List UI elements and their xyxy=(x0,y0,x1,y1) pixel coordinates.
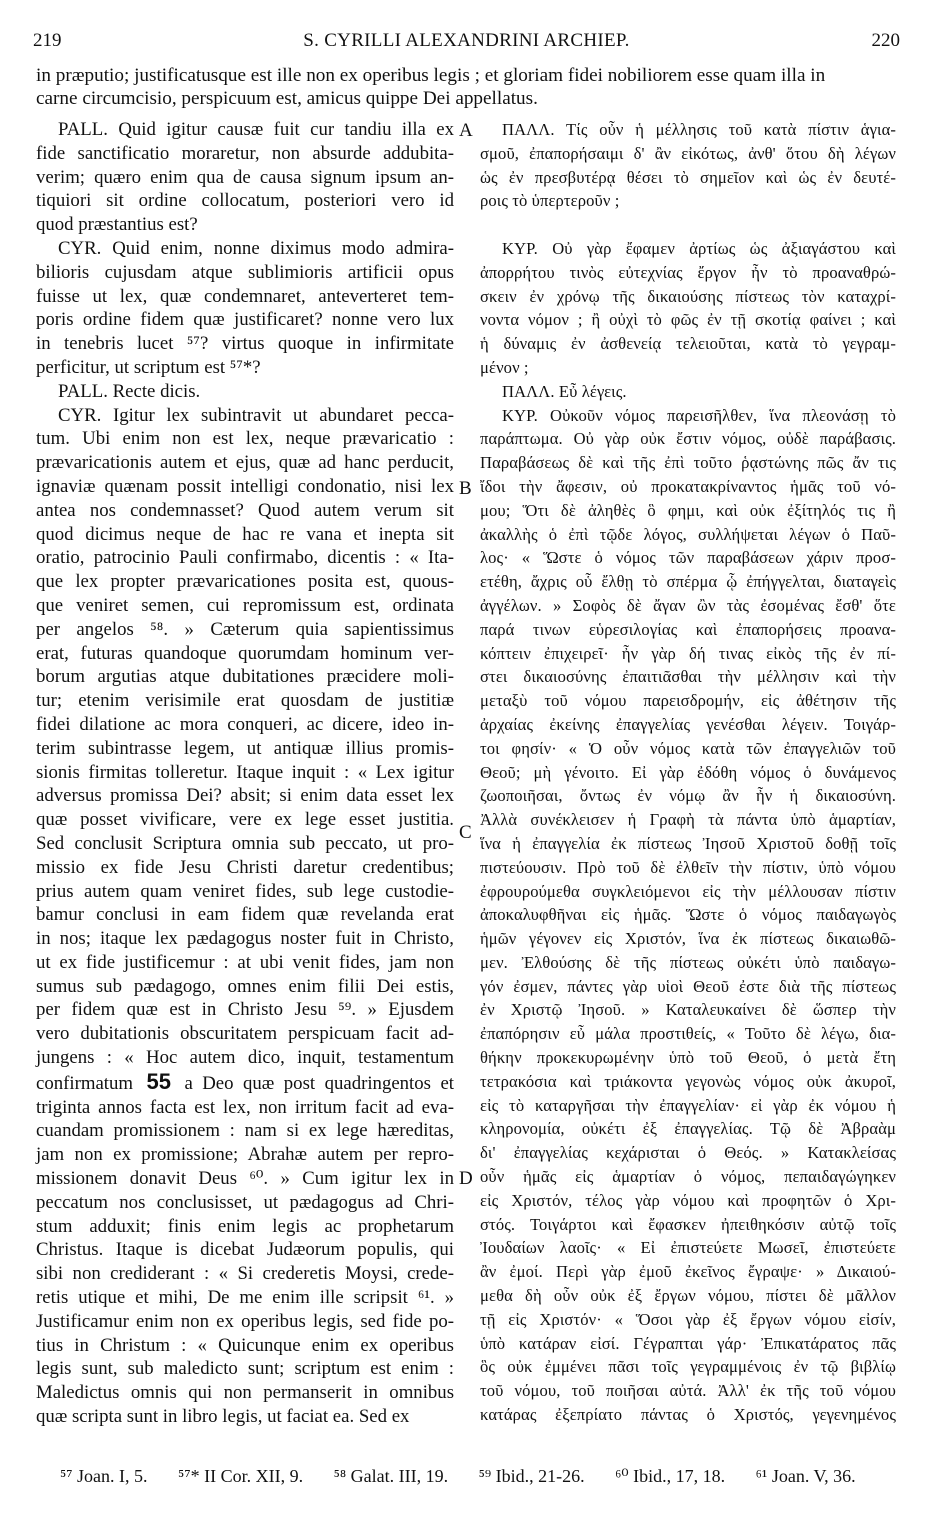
text-line: τοῦ νόμου, τοῦ ποιῆσαι αὐτά. Ἀλλ' ἐκ τῆς τοῦ νόμου xyxy=(480,1381,896,1401)
text-line: tur; etenim verisimile erat quosdam de justitiæ xyxy=(36,690,454,712)
footnote: ⁶⁰ Ibid., 17, 18. xyxy=(615,1466,726,1486)
text-line: in tenebris lucet ⁵⁷? virtus quoque in infirmitate xyxy=(36,333,454,355)
text-line: ignaviæ quænam possit intelligi condonatio, nisi lex xyxy=(36,475,454,497)
text-line: quæ posset vivificare, vere ex lege esset justitia. xyxy=(36,809,454,831)
footnote: ⁵⁷ Joan. I, 5. xyxy=(60,1466,148,1486)
text-line: antea nos condemnasset? Quod autem verum sit xyxy=(36,499,454,521)
text-line: borum argutias atque dubitationes præcidere moli- xyxy=(36,666,454,688)
text-line: στει δικαιοσύνης ἐπαιτιᾶσθαι τὴν μέλλησιν καὶ τὴν xyxy=(480,667,896,687)
footnote: ⁵⁸ Galat. III, 19. xyxy=(333,1466,449,1486)
page-number-right: 220 xyxy=(871,30,900,51)
text-line: bamur conclusi in eam fidem quæ revelanda erat xyxy=(36,904,454,926)
text-line: ροις τὸ ὑπερτεροῦν ; xyxy=(480,191,620,211)
text-line: ἀπορρήτου τινὸς εὐτεχνίας ἔργον ἦν τὸ προαναθρώ- xyxy=(480,262,896,282)
text-line: τετρακόσια καὶ τριάκοντα γεγονὼς νόμος οὐκ ἀκυροῖ, xyxy=(480,1071,896,1091)
text-line: jungens : « Hoc autem dico, inquit, testamentum xyxy=(36,1047,454,1069)
text-line xyxy=(480,213,896,237)
text-line: stum adduxit; finis enim legis ac prophetarum xyxy=(36,1215,454,1237)
text-line: λος· « Ὥστε ὁ νόμος τῶν παραβάσεων χάριν προσ- xyxy=(480,548,896,568)
text-line: ἴδοι τὴν ἄφεσιν, οὐ προκατακρίναντος ἡμᾶς τοῦ νό- xyxy=(480,476,896,496)
text-line: Maledictus omnis qui non permanserit in omnibus xyxy=(36,1382,454,1404)
text-line: que veniret semen, cui repromissum est, ordinata xyxy=(36,594,454,616)
running-title: S. CYRILLI ALEXANDRINI ARCHIEP. xyxy=(303,30,630,51)
text-line: vero dubitationis obscuritatem perspicuam facit ad- xyxy=(36,1023,454,1045)
text-line: cuandam promissionem : nam si ex lege hæreditas, xyxy=(36,1120,454,1142)
text-line: τοι φησίν· « Ὁ οὖν νόμος κατὰ τῶν ἐπαγγελιῶν τοῦ xyxy=(480,738,896,758)
text-line: ετέθη, ἄχρις οὗ ἔλθῃ τὸ σπέρμα ᾧ ἐπήγγελται, διαταγεὶς xyxy=(480,572,896,592)
text-line: παράπτωμα. Οὐ γὰρ οὐκ ἔστιν νόμος, οὐδὲ παράβασις. xyxy=(480,429,896,449)
text-line: ὑπὸ κατάραν εἰσί. Γέγραπται γάρ· Ἐπικατάρατος πᾶς xyxy=(480,1333,896,1353)
column-page-number: 55 xyxy=(146,1068,171,1094)
text-line: Ἀλλὰ συνέκλεισεν ἡ Γραφὴ τὰ πάντα ὑπὸ ἁμαρτίαν, xyxy=(480,810,896,830)
text-line: quæ scripta sunt in libro legis, ut faciat ea. Sed ex xyxy=(36,1406,410,1428)
text-line: μεταξὺ τοῦ νόμου παρεισδρομήν, εἰς ἀθέτησιν τῆς xyxy=(480,691,896,711)
text-line: ἡ δύναμις ἐν ἀσθενείᾳ τελειοῦται, κατὰ τὸ γεγραμ- xyxy=(480,334,896,354)
text-line: ἀκαλλὴς ὁ ἐπὶ τῷδε λόγος, συλλήψεται λέγων ὁ Παῦ- xyxy=(480,524,896,544)
text-line: κληρονομία, οὐκέτι ἐξ ἐπαγγελίας. Τῷ δὲ Ἀβραὰμ xyxy=(480,1119,896,1139)
text-line: adversus promissa Dei? absit; si enim data esset lex xyxy=(36,785,454,807)
text-line: ἵνα ἡ ἐπαγγελία ἐκ πίστεως Ἰησοῦ Χριστοῦ δοθῇ τοῖς xyxy=(480,833,896,853)
text-line: in nos; itaque lex pædagogus noster fuit in Christo, xyxy=(36,928,454,950)
text-line: triginta annos facta est lex, non irritum facit ad eva- xyxy=(36,1096,454,1118)
text-line: γόν ἐσμεν, πάντες γὰρ υἱοὶ Θεοῦ ἐστε διὰ τῆς πίστεως xyxy=(480,976,896,996)
text-line: erat, futuras quandoque quorumdam hominum ver- xyxy=(36,642,454,664)
text-line: ἀγγέλων. » Σοφὸς δὲ ἄγαν ὢν τὰς ἐσομένας ἔσθ' ὅτε xyxy=(480,595,896,615)
text-line: εἰς Χριστόν, τέλος γὰρ νόμου καὶ προφητῶν ὁ Χρι- xyxy=(480,1190,896,1210)
text-line: ΚΥΡ. Οὐ γὰρ ἔφαμεν ἀρτίως ὡς ἀξιαγάστου καὶ xyxy=(502,238,896,258)
text-line: Παραβάσεως δὲ καὶ τῆς ἐπὶ τοῦτο ῥᾳστώνης πῶς ἄν τις xyxy=(480,453,896,473)
footnotes xyxy=(60,1466,900,1487)
text-line: ἐφρουρούμεθα συγκλειόμενοι εἰς τὴν μέλλουσαν πίστιν xyxy=(480,881,896,901)
text-line: ΚΥΡ. Οὐκοῦν νόμος παρεισῆλθεν, ἵνα πλεονάσῃ τὸ xyxy=(502,405,896,425)
text-line: missionem donavit Deus ⁶⁰. » Cum igitur lex in xyxy=(36,1168,454,1190)
text-line: poris ordine fidem quæ justificaret? nonne vero lux xyxy=(36,309,454,331)
text-line: per fidem quæ est in Christo Jesu ⁵⁹. » Ejusdem xyxy=(36,999,454,1021)
greek-column xyxy=(480,118,896,1427)
text-line: tius in Christum : « Quicunque enim ex operibus xyxy=(36,1334,454,1356)
text-line: CYR. Igitur lex subintravit ut abundaret pecca- xyxy=(58,404,454,426)
text-line: ὃς οὐκ ἐμμένει πᾶσι τοῖς γεγραμμένοις ἐν τῷ βιβλίῳ xyxy=(480,1357,896,1377)
text-line: missio ex fide Jesu Christi daretur credentibus; xyxy=(36,856,454,878)
text-line: sionis firmitas tolleretur. Itaque inquit : « Lex igitur xyxy=(36,761,454,783)
footnote: ⁵⁷* II Cor. XII, 9. xyxy=(178,1466,304,1486)
text-line: στός. Τοιγάρτοι καὶ ἔφασκεν ἠπειθηκόσιν αὐτῷ τοῖς xyxy=(480,1214,896,1234)
latin-column xyxy=(36,118,454,1429)
text-line: ΠΑΛΛ. Τίς οὖν ἡ μέλλησις τοῦ κατὰ πίστιν ἁγια- xyxy=(502,120,896,139)
text-line: κατάρας ἐξεπρίατο πάντας ὁ Χριστός, γεγενημένος xyxy=(480,1405,896,1425)
text-line: ἡμῶν γέγονεν εἰς Χριστόν, ἵνα ἐκ πίστεως δικαιωθῶ- xyxy=(480,929,896,949)
text-line: fidei dilatione ac mora conqueri, ac dicere, ideo in- xyxy=(36,713,454,735)
footnote: ⁶¹ Joan. V, 36. xyxy=(755,1466,856,1486)
text-line: μεθα δὴ οὖν οὐκ ἐξ ἔργων νόμου, πίστει δὲ μᾶλλον xyxy=(480,1286,896,1306)
text-line: δι' ἐπαγγελίας κεχάρισται ὁ Θεός. » Κατακλείσας xyxy=(480,1143,896,1163)
text-line: prius autem quam veniret fides, sub lege custodie- xyxy=(36,880,454,902)
text-line: prævaricationis autem et ejus, quæ ad hanc perducit, xyxy=(36,452,454,474)
text-line: κόπτειν ἐπιχειρεῖ· ἦν γὰρ δή τινας εἰκὸς τῆς ἐν πί- xyxy=(480,643,896,663)
margin-letter-c: C xyxy=(459,822,472,843)
text-line: CYR. Quid enim, nonne diximus modo admira- xyxy=(58,237,454,259)
text-line: sibi non crediderant : « Si crederetis Moysi, crede- xyxy=(36,1263,454,1285)
text-line: ἐπαπόρησιν εὖ μάλα προστιθείς, « Τοῦτο δὲ λέγω, δια- xyxy=(480,1024,896,1044)
text-line: ut ex fide justificemur : at ubi venit fides, jam non xyxy=(36,951,454,973)
text-line: ἀποκαλυφθῆναι εἰς ἡμᾶς. Ὥστε ὁ νόμος παιδαγωγὸς xyxy=(480,905,896,925)
text-line: PALL. Quid igitur causæ fuit cur tandiu illa ex xyxy=(58,119,454,140)
text-line: perficitur, ut scriptum est ⁵⁷*? xyxy=(36,356,261,378)
text-line: que lex propter prævaricationes posita est, quous- xyxy=(36,571,454,593)
text-line: bilioris cujusdam atque sublimioris artificii opus xyxy=(36,261,454,283)
text-line: εἰς τὸ καταργῆσαι τὴν ἐπαγγελίαν· εἰ γὰρ ἐκ νόμου ἡ xyxy=(480,1095,896,1115)
text-line: τῇ εἰς Χριστόν· « Ὅσοι γὰρ ἐξ ἔργων νόμου εἰσίν, xyxy=(480,1309,896,1329)
intro-line: in præputio; justificatusque est ille non ex operibus legis ; et gloriam fidei nobiliorem esse quam illa in xyxy=(36,65,826,86)
margin-letter-a: A xyxy=(459,120,473,141)
text-line: quod dicimus neque de hac re vana et inepta sit xyxy=(36,523,454,545)
margin-letter-d: D xyxy=(459,1168,473,1189)
text-line: ἀρχαίας ἐκείνης ἐπαγγελίας γενέσθαι λέγειν. Τοιγάρ- xyxy=(480,714,896,734)
intro-paragraph xyxy=(36,64,898,110)
text-line: ΠΑΛΛ. Εὖ λέγεις. xyxy=(502,381,627,401)
text-line: Christus. Itaque is dicebat Judæorum populis, qui xyxy=(36,1239,454,1261)
text-line: fide sanctificatio moraretur, non absurde addubita- xyxy=(36,142,454,164)
text-line: οὖν ἡμᾶς εἰς ἁμαρτίαν ὁ νόμος, πεπαιδαγώγηκεν xyxy=(480,1167,896,1187)
text-line: verim; quæro enim qua de causa signum ipsum an- xyxy=(36,166,454,188)
text-line: Sed conclusit Scriptura omnia sub peccato, ut pro- xyxy=(36,832,454,854)
running-header xyxy=(33,30,900,58)
text-line: legis sunt, sub maledicto sunt; scriptum est enim : xyxy=(36,1358,454,1380)
text-line: νοντα νόμον ; ἢ οὐχὶ τὸ φῶς ἐν τῇ σκοτίᾳ φαίνει ; καὶ xyxy=(480,310,896,330)
text-line: ζωοποιῆσαι, ὄντως ἐν νόμῳ ἂν ἦν ἡ δικαιοσύνη. xyxy=(480,786,896,806)
page-number-left: 219 xyxy=(33,30,62,51)
text-line: ὡς ἐν πρεσβυτέρᾳ θέσει τὸ σημεῖον καὶ ὡς ἐν δευτέ- xyxy=(480,167,896,187)
text-line: confirmatum 55 a Deo quæ post quadringentos et xyxy=(36,1068,455,1094)
text-line: sumus sub pædagogo, omnes enim filii Dei estis, xyxy=(36,975,454,997)
text-line: μένον ; xyxy=(480,357,529,377)
text-line: σκειν ἐν χρόνῳ τῆς δικαιούσης πίστεως τὸν καταχρί- xyxy=(480,286,896,306)
margin-letter-b: B xyxy=(459,478,472,499)
text-line: jam non ex promissione; Abrahæ autem per repro- xyxy=(36,1144,454,1166)
text-line: Θεοῦ; μὴ γένοιτο. Εἰ γὰρ ἐδόθη νόμος ὁ δυνάμενος xyxy=(480,762,896,782)
text-line: PALL. Recte dicis. xyxy=(58,380,201,402)
text-line: Justificamur enim non ex operibus legis, sed fide po- xyxy=(36,1310,454,1332)
text-line: peccatum nos conclusisset, ut pædagogus ad Chri- xyxy=(36,1191,454,1213)
text-line: retis utique et mihi, De me enim ille scripsit ⁶¹. » xyxy=(36,1287,454,1309)
text-line: ἐν Χριστῷ Ἰησοῦ. » Καταλευκαίνει δὲ ὥσπερ τὴν xyxy=(480,1000,896,1020)
text-line: terim subintrasse legem, ut antiquæ illius promis- xyxy=(36,737,454,759)
text-line: ἂν ἐμοί. Περὶ γὰρ ἐμοῦ ἐκεῖνος ἔγραψε· » Δικαιού- xyxy=(480,1262,896,1282)
text-line: μου; Ὅτι δὲ ἀληθὲς ὃ φημι, καὶ οὐκ ἐξίτηλός τις ἢ xyxy=(480,500,896,520)
text-line: tiquiori sit ordine collocatum, posteriori vero id xyxy=(36,190,454,212)
text-line: Ἰουδαίων λαοῖς· « Εἰ ἐπιστεύετε Μωσεῖ, ἐπιστεύετε xyxy=(480,1238,896,1258)
text-line: quod præstantius est? xyxy=(36,214,198,236)
text-line: θήκην προκεκυρωμένην ὑπὸ τοῦ Θεοῦ, ὁ μετὰ ἔτη xyxy=(480,1048,896,1068)
text-line: σμοῦ, ἐπαπορήσαιμι δ' ἂν εἰκότως, ἀνθ' ὅτου δὴ λέγων xyxy=(480,143,896,163)
text-line: tum. Ubi enim non est lex, neque prævaricatio : xyxy=(36,428,454,450)
text-line: fuisse ut lex, quæ condemnaret, anteverteret tem- xyxy=(36,285,454,307)
text-line: μεν. Ἐλθούσης δὲ τῆς πίστεως οὐκέτι ὑπὸ παιδαγω- xyxy=(480,952,896,972)
text-line: πιστεύουσιν. Πρὸ τοῦ δὲ ἐλθεῖν τὴν πίστιν, ὑπὸ νόμου xyxy=(480,857,896,877)
footnote: ⁵⁹ Ibid., 21-26. xyxy=(478,1466,585,1486)
text-line: oratio, patrocinio Pauli confirmabo, dicentis : « Ita- xyxy=(36,547,454,569)
text-line: per angelos ⁵⁸. » Cæterum quia sapientissimus xyxy=(36,618,454,640)
text-line: παρά τινων εὑρεσιλογίας καὶ ἐπαπορήσεις προανα- xyxy=(480,619,896,639)
intro-line: carne circumcisio, perspicuum est, amicus quippe Dei appellatus. xyxy=(36,88,538,109)
